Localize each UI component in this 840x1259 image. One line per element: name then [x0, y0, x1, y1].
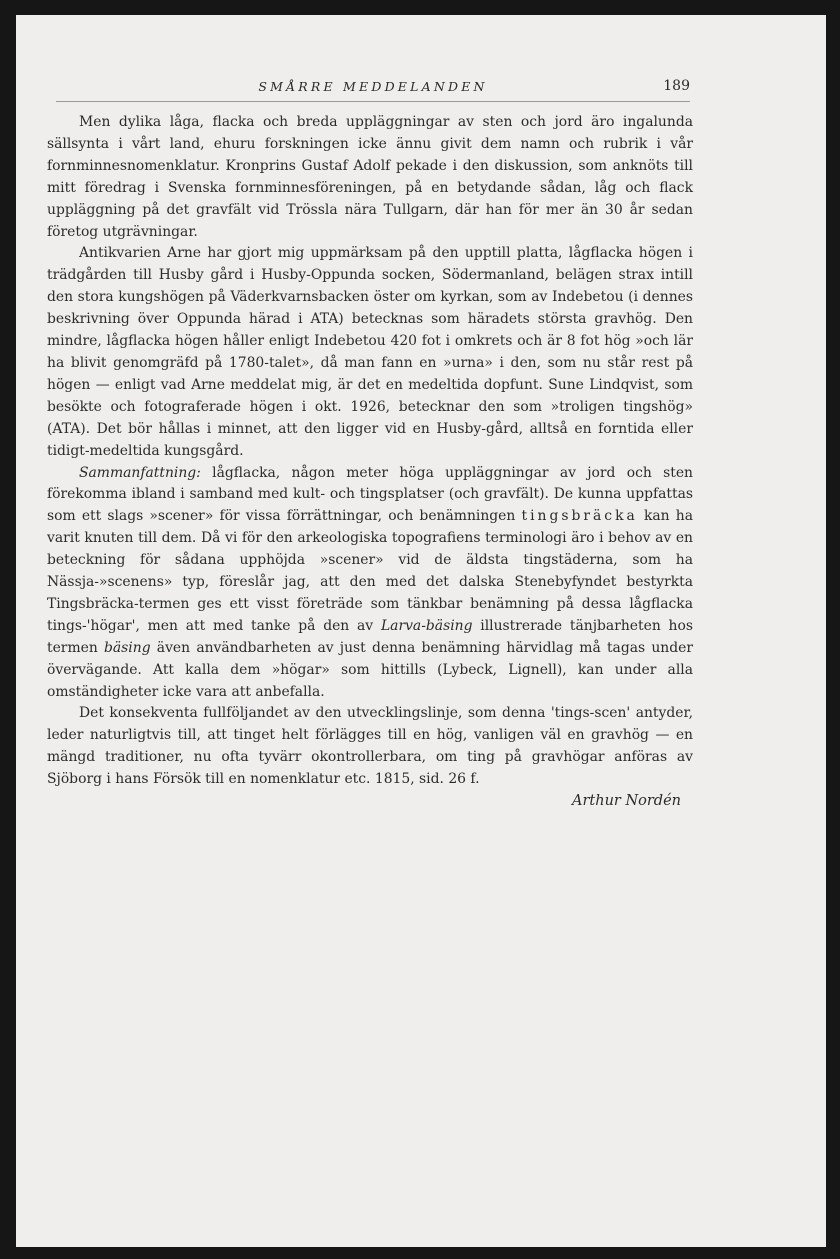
- summary-text-3: illustrerade tänjbarheten hos termen: [47, 617, 693, 656]
- paragraph-4: Det konsekventa fullföljandet av den utvecklingslinje, som denna 'tings-scen' antyder, leder naturligtvis till, att tinget helt förlägges till en hög, vanligen väl en gravhög — en mängd traditioner, nu ofta tyvärr okontrollerbara, om ting på gravhögar anföras av Sjöborg i hans Försök till en nomenklatur etc. 1815, sid. 26 f.: [47, 705, 693, 788]
- summary-lead: Sammanfattning:: [79, 464, 201, 481]
- term-tingsbracka: tingsbräcka: [521, 508, 638, 525]
- summary-text-2: kan ha varit knuten till dem. Då vi för den arkeologiska topografiens terminologi äro i behov av en beteckning för sådana upphöjda »scener» vid de äldsta tingstäderna, som ha Nässja-»scenens» typ, föreslår jag, att den med det dalska Stenebyfyndet bestyrkta Tingsbräcka-termen ges ett visst företräde som tänkbar benämning på dessa lågflacka tings-'högar', men att med tanke på den av: [47, 508, 693, 634]
- page-number: 189: [663, 78, 690, 94]
- running-title: SMÅRRE MEDDELANDEN: [258, 79, 488, 94]
- document-page: [16, 15, 826, 1247]
- paragraph-2: Antikvarien Arne har gjort mig uppmärksam på den upptill platta, lågflacka högen i trädgården till Husby gård i Husby-Oppunda socken, Södermanland, belägen strax intill den stora kungshögen på Väderkvarnsbacken öster om kyrkan, som av Indebetou (i dennes beskrivning över Oppunda härad i ATA) betecknas som häradets största gravhög. Den mindre, lågflacka högen håller enligt Indebetou 420 fot i omkrets och är 8 fot hög »och lär ha blivit genomgräfd på 1780-talet», då man fann en »urna» i den, som nu står rest på högen — enligt vad Arne meddelat mig, är det en medeltida dopfunt. Sune Lindqvist, som besökte och fotograferade högen i okt. 1926, betecknar den som »troligen tingshög» (ATA). Det bör hållas i minnet, att den ligger vid en Husby-gård, alltså en forntida eller tidigt-medeltida kungsgård.: [47, 245, 693, 459]
- term-larva-basing: Larva-bäsing: [380, 617, 473, 634]
- author-signature: Arthur Nordén: [572, 793, 681, 810]
- paragraph-1: Men dylika låga, flacka och breda uppläggningar av sten och jord äro ingalunda sällsynta i vårt land, ehuru forskningen icke ännu givit dem namn och rubrik i vår fornminnesnomenklatur. Kronprins Gustaf Adolf pekade i den diskussion, som anknöts till mitt föredrag i Svenska fornminnesföreningen, på en betydande sådan, låg och flack uppläggning på det gravfält vid Trössla nära Tullgarn, där han för mer än 30 år sedan företog utgrävningar.: [47, 114, 693, 240]
- running-head: [56, 75, 690, 102]
- summary-text-1: lågflacka, någon meter höga uppläggningar av jord och sten förekomma ibland i samband med kult- och tingsplatser (och gravfält). De kunna uppfattas som ett slags »scener» för vissa förrättningar, och benämningen: [47, 464, 693, 525]
- paragraph-3-summary: [47, 463, 693, 704]
- article-body: [47, 112, 693, 813]
- term-basing: bäsing: [104, 639, 151, 656]
- summary-text-4: även användbarheten av just denna benämning härvidlag må tagas under övervägande. Att kalla dem »högar» som hittills (Lybeck, Lignell), kan under alla omständigheter icke vara att anbefalla.: [47, 639, 693, 700]
